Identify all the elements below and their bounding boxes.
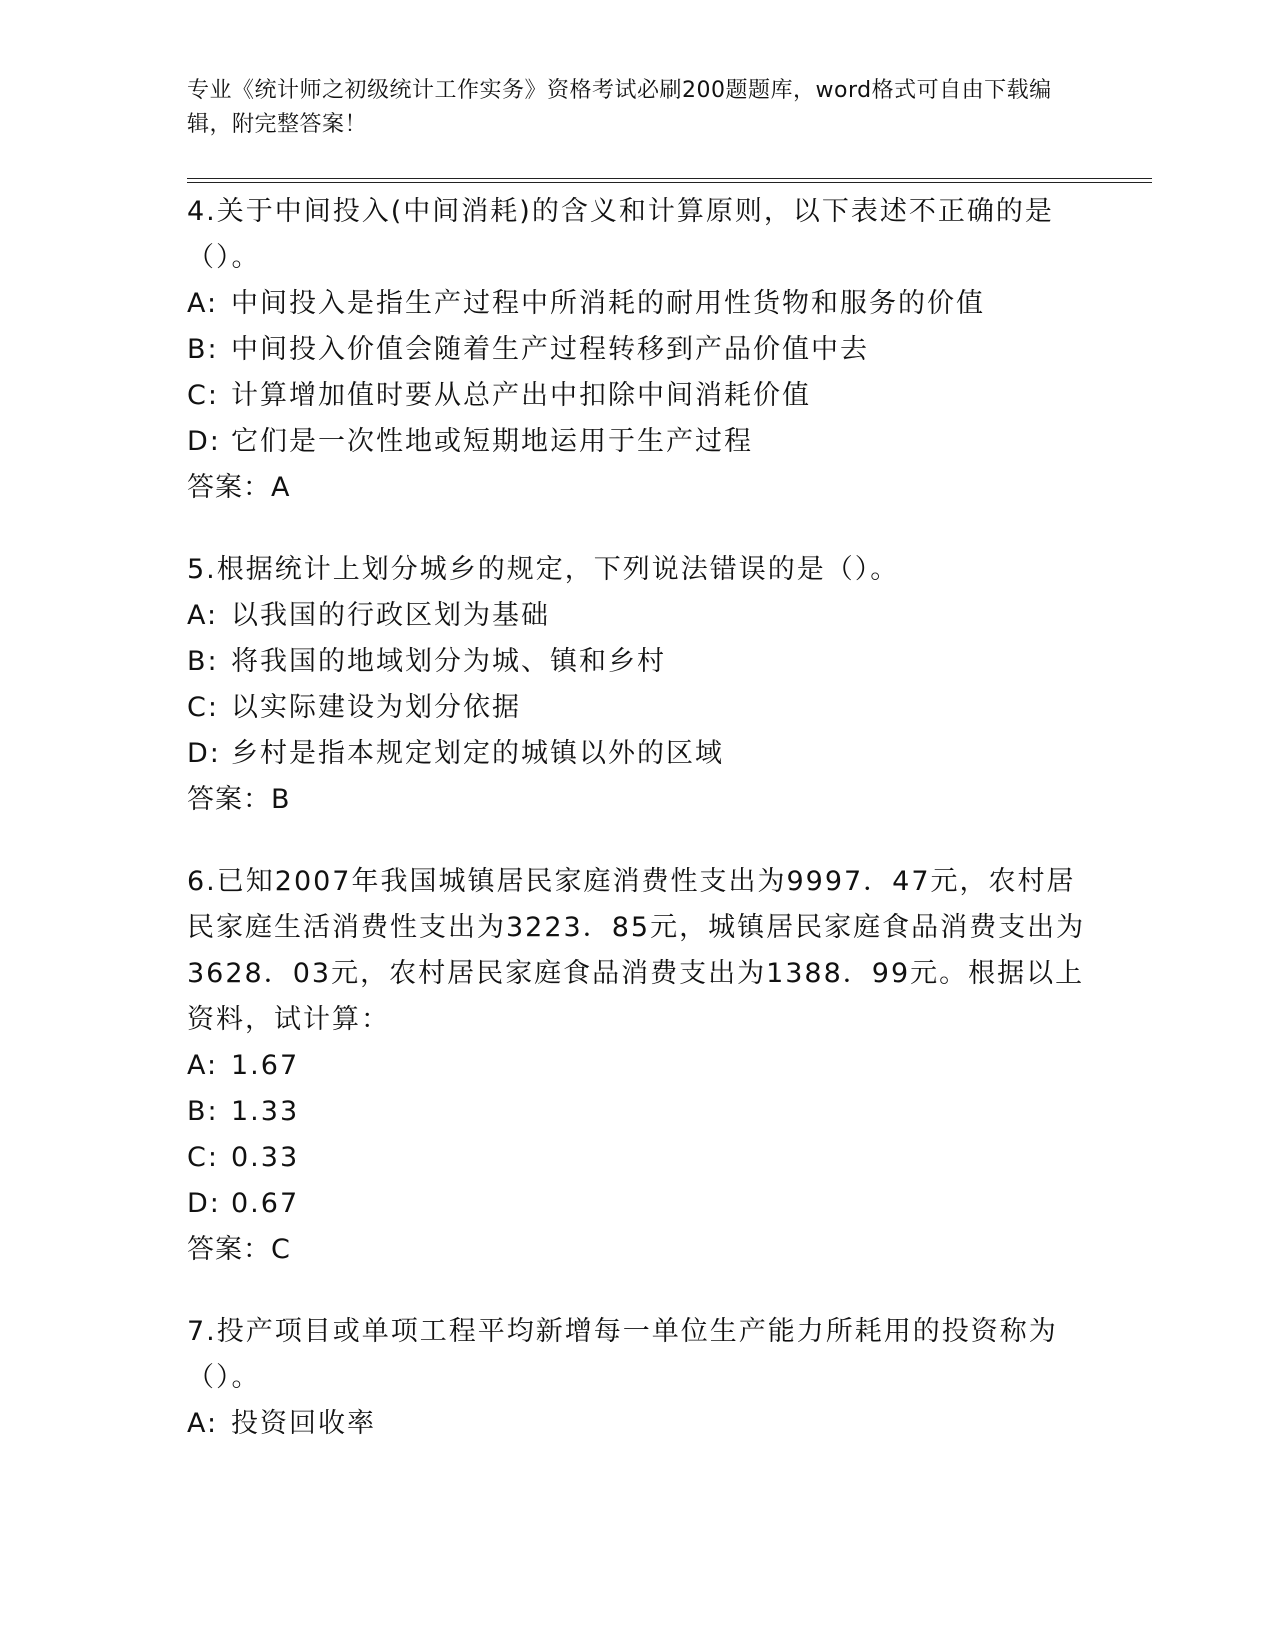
question-stem: 4.关于中间投入(中间消耗)的含义和计算原则，以下表述不正确的是（）。 bbox=[187, 196, 1054, 273]
option-text: 1.67 bbox=[231, 1050, 300, 1081]
question-stem: 7.投产项目或单项工程平均新增每一单位生产能力所耗用的投资称为（）。 bbox=[187, 1316, 1058, 1393]
option-letter: A: bbox=[187, 1408, 219, 1439]
question-stem: 6.已知2007年我国城镇居民家庭消费性支出为9997．47元，农村居民家庭生活消费性支出为3223．85元，城镇居民家庭食品消费支出为3628．03元，农村居民家庭食品消费支出为1388．99元。根据以上资料，试计算： bbox=[187, 866, 1086, 1035]
option-text: 中间投入价值会随着生产过程转移到产品价值中去 bbox=[231, 334, 869, 365]
option-letter: D: bbox=[187, 426, 221, 457]
option-text: 投资回收率 bbox=[231, 1408, 376, 1439]
option-a bbox=[187, 281, 1092, 327]
option-letter: B: bbox=[187, 334, 219, 365]
option-letter: D: bbox=[187, 1188, 221, 1219]
option-a bbox=[187, 593, 1092, 639]
option-b bbox=[187, 1089, 1092, 1135]
option-a bbox=[187, 1043, 1092, 1089]
header-divider-double bbox=[187, 182, 1152, 183]
option-letter: A: bbox=[187, 288, 219, 319]
option-a bbox=[187, 1401, 1092, 1447]
question-7 bbox=[187, 1309, 1092, 1447]
option-d bbox=[187, 731, 1092, 777]
answer-line: 答案：C bbox=[187, 1234, 291, 1265]
option-b bbox=[187, 639, 1092, 685]
answer-line: 答案：B bbox=[187, 784, 291, 815]
header-divider bbox=[187, 178, 1152, 179]
answer-line: 答案：A bbox=[187, 472, 291, 503]
option-letter: B: bbox=[187, 1096, 219, 1127]
option-d bbox=[187, 1181, 1092, 1227]
option-text: 乡村是指本规定划定的城镇以外的区域 bbox=[231, 738, 724, 769]
question-5 bbox=[187, 547, 1092, 823]
option-text: 它们是一次性地或短期地运用于生产过程 bbox=[231, 426, 753, 457]
option-letter: C: bbox=[187, 1142, 219, 1173]
option-text: 将我国的地域划分为城、镇和乡村 bbox=[231, 646, 666, 677]
option-text: 以实际建设为划分依据 bbox=[231, 692, 521, 723]
option-letter: D: bbox=[187, 738, 221, 769]
option-letter: C: bbox=[187, 692, 219, 723]
option-text: 0.67 bbox=[231, 1188, 300, 1219]
option-text: 1.33 bbox=[231, 1096, 300, 1127]
question-list bbox=[187, 189, 1092, 1483]
question-6 bbox=[187, 859, 1092, 1273]
option-c bbox=[187, 373, 1092, 419]
option-letter: A: bbox=[187, 600, 219, 631]
document-header: 专业《统计师之初级统计工作实务》资格考试必刷200题题库，word格式可自由下载编辑，附完整答案！ bbox=[187, 78, 1052, 137]
option-c bbox=[187, 685, 1092, 731]
option-letter: C: bbox=[187, 380, 219, 411]
option-c bbox=[187, 1135, 1092, 1181]
option-letter: B: bbox=[187, 646, 219, 677]
option-text: 以我国的行政区划为基础 bbox=[231, 600, 550, 631]
option-text: 计算增加值时要从总产出中扣除中间消耗价值 bbox=[231, 380, 811, 411]
option-text: 0.33 bbox=[231, 1142, 300, 1173]
option-b bbox=[187, 327, 1092, 373]
option-d bbox=[187, 419, 1092, 465]
option-text: 中间投入是指生产过程中所消耗的耐用性货物和服务的价值 bbox=[231, 288, 985, 319]
option-letter: A: bbox=[187, 1050, 219, 1081]
question-stem: 5.根据统计上划分城乡的规定，下列说法错误的是（）。 bbox=[187, 554, 900, 585]
question-4 bbox=[187, 189, 1092, 511]
